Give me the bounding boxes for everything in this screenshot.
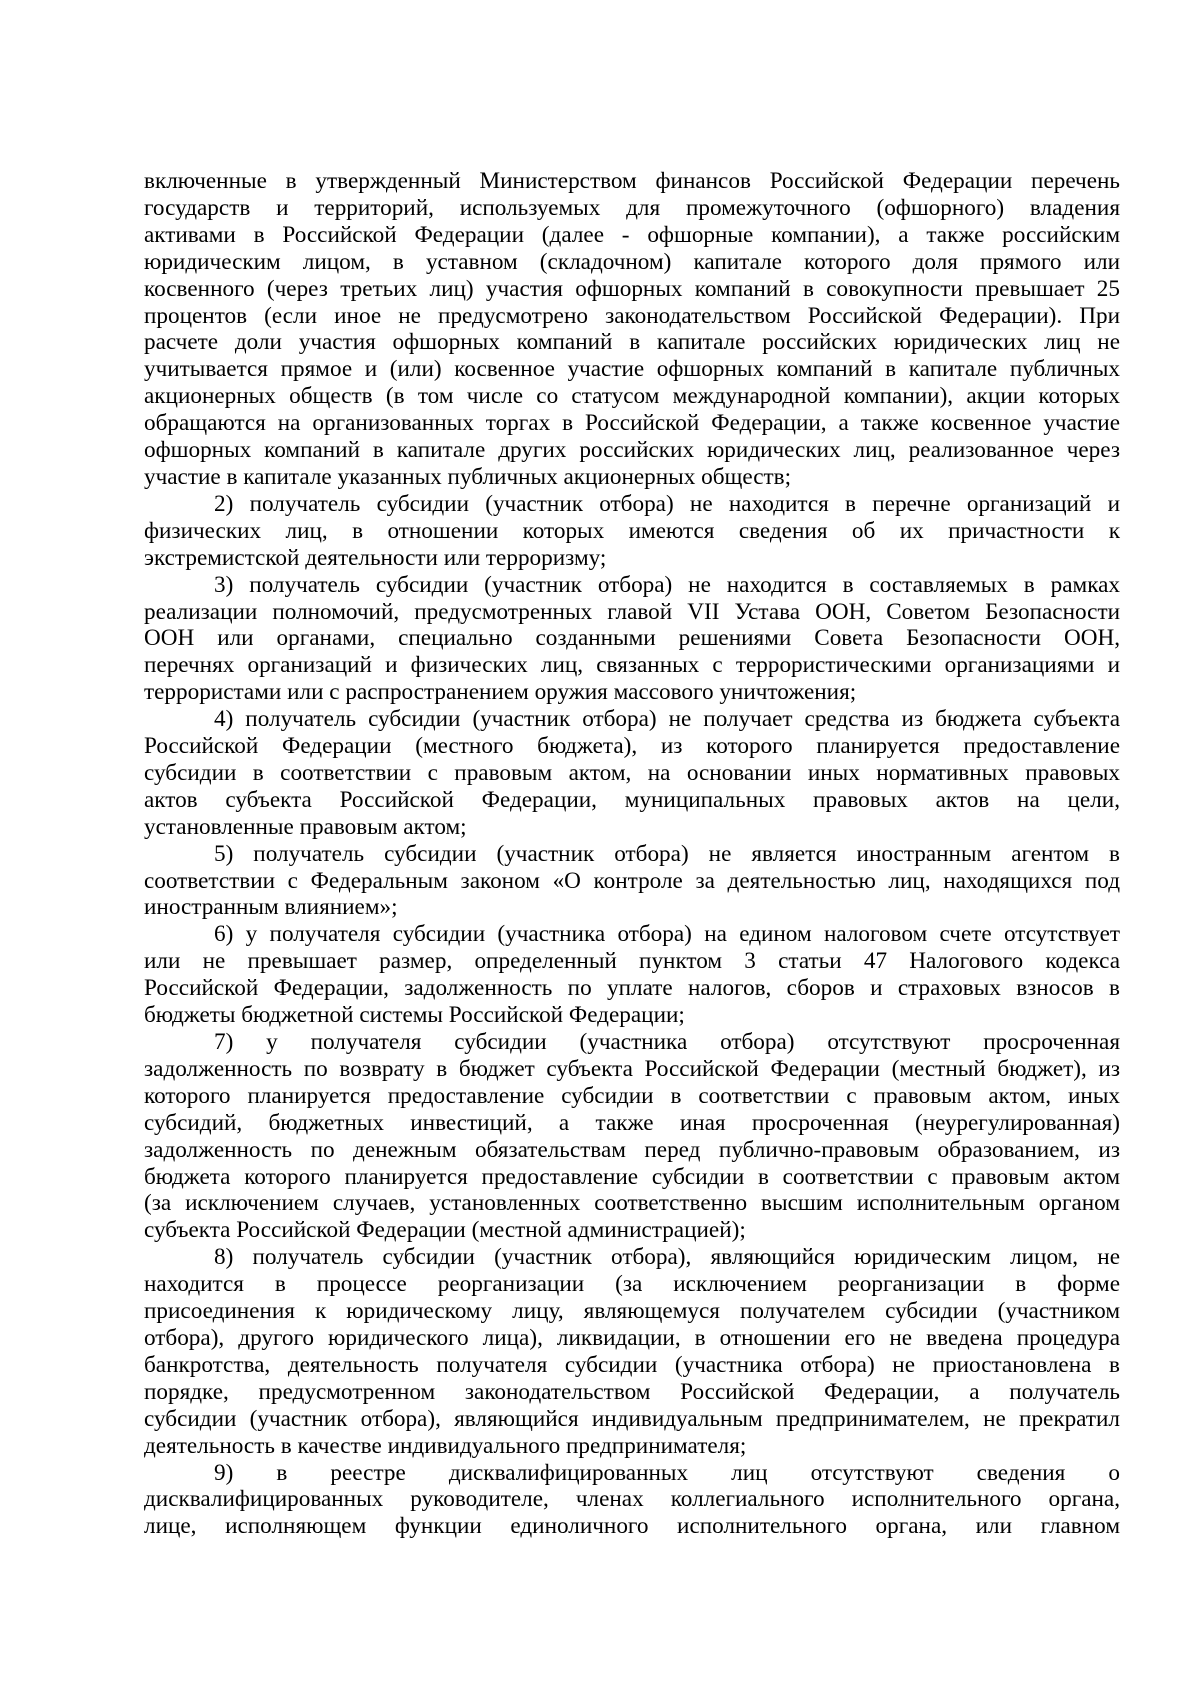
text-line: включенные в утвержденный Министерством финансов Российской Федерации перечень — [144, 168, 1120, 194]
paragraph — [144, 841, 1120, 922]
paragraph — [144, 1244, 1120, 1459]
text-line: соответствии с Федеральным законом «О контроле за деятельностью лиц, находящихся под — [144, 867, 1120, 894]
text-line: 9) в реестре дисквалифицированных лиц отсутствуют сведения о — [214, 1459, 1120, 1486]
text-line: активами в Российской Федерации (далее - офшорные компании), а также российским — [144, 221, 1120, 248]
text-line: субсидии (участник отбора), являющийся индивидуальным предпринимателем, не прекратил — [144, 1405, 1120, 1432]
text-line: установленные правовым актом; — [144, 813, 467, 840]
text-line: задолженность по денежным обязательствам перед публично-правовым образованием, из — [144, 1136, 1120, 1163]
text-line: акционерных обществ (в том числе со статусом международной компании), акции которых — [144, 383, 1120, 410]
text-line: субсидий, бюджетных инвестиций, а также иная просроченная (неурегулированная) — [144, 1109, 1120, 1136]
text-line: 8) получатель субсидии (участник отбора), являющийся юридическим лицом, не — [214, 1244, 1120, 1271]
paragraph — [144, 921, 1120, 1029]
text-line: субсидии в соответствии с правовым актом, на основании иных нормативных правовых — [144, 759, 1120, 786]
text-line: находится в процессе реорганизации (за исключением реорганизации в форме — [144, 1271, 1120, 1298]
text-line: 5) получатель субсидии (участник отбора) не является иностранным агентом в — [214, 840, 1120, 867]
text-line: порядке, предусмотренном законодательством Российской Федерации, а получатель — [144, 1378, 1120, 1405]
text-line: лице, исполняющем функции единоличного исполнительного органа, или главном — [144, 1513, 1120, 1540]
text-line: перечнях организаций и физических лиц, связанных с террористическими организациями и — [144, 652, 1120, 679]
text-line: Российской Федерации, задолженность по уплате налогов, сборов и страховых взносов в — [144, 975, 1120, 1002]
text-line: экстремистской деятельности или терроризму; — [144, 544, 607, 571]
document-body — [144, 168, 1120, 1540]
paragraph — [144, 1029, 1120, 1244]
text-line: офшорных компаний в капитале других российских юридических лиц, реализованное через — [144, 437, 1120, 464]
text-line: юридическим лицом, в уставном (складочном) капитале которого доля прямого или — [144, 248, 1120, 275]
text-line: реализации полномочий, предусмотренных главой VII Устава ООН, Советом Безопасности — [144, 598, 1120, 625]
text-line: субъекта Российской Федерации (местной администрацией); — [144, 1217, 746, 1244]
text-line: Российской Федерации (местного бюджета), из которого планируется предоставление — [144, 733, 1120, 760]
text-line: деятельность в качестве индивидуального предпринимателя; — [144, 1432, 747, 1459]
text-line: (за исключением случаев, установленных соответственно высшим исполнительным органом — [144, 1190, 1120, 1217]
text-line: которого планируется предоставление субсидии в соответствии с правовым актом, иных — [144, 1082, 1120, 1109]
text-line: 6) у получателя субсидии (участника отбора) на едином налоговом счете отсутствует — [214, 921, 1120, 948]
text-line: 3) получатель субсидии (участник отбора) не находится в составляемых в рамках — [214, 571, 1120, 598]
paragraph — [144, 706, 1120, 841]
text-line: 7) у получателя субсидии (участника отбора) отсутствуют просроченная — [214, 1029, 1120, 1055]
text-line: процентов (если иное не предусмотрено законодательством Российской Федерации). При — [144, 302, 1120, 329]
text-line: участие в капитале указанных публичных акционерных обществ; — [144, 463, 792, 490]
text-line: физических лиц, в отношении которых имеются сведения об их причастности к — [144, 517, 1120, 544]
paragraph — [144, 572, 1120, 707]
text-line: банкротства, деятельность получателя субсидии (участника отбора) не приостановлена в — [144, 1351, 1120, 1378]
text-line: 2) получатель субсидии (участник отбора) не находится в перечне организаций и — [214, 490, 1120, 517]
text-line: обращаются на организованных торгах в Российской Федерации, а также косвенное участие — [144, 410, 1120, 437]
text-line: или не превышает размер, определенный пунктом 3 статьи 47 Налогового кодекса — [144, 948, 1120, 975]
text-line: дисквалифицированных руководителе, членах коллегиального исполнительного органа, — [144, 1486, 1120, 1513]
text-line: бюджеты бюджетной системы Российской Федерации; — [144, 1002, 685, 1029]
text-line: бюджета которого планируется предоставление субсидии в соответствии с правовым актом — [144, 1163, 1120, 1190]
text-line: учитывается прямое и (или) косвенное участие офшорных компаний в капитале публичных — [144, 356, 1120, 383]
text-line: отбора), другого юридического лица), ликвидации, в отношении его не введена процедура — [144, 1324, 1120, 1351]
paragraph — [144, 1460, 1120, 1541]
paragraph — [144, 491, 1120, 572]
text-line: государств и территорий, используемых для промежуточного (офшорного) владения — [144, 194, 1120, 221]
text-line: присоединения к юридическому лицу, являющемуся получателем субсидии (участником — [144, 1298, 1120, 1325]
text-line: 4) получатель субсидии (участник отбора) не получает средства из бюджета субъекта — [214, 706, 1120, 733]
text-line: ООН или органами, специально созданными решениями Совета Безопасности ООН, — [144, 625, 1120, 652]
text-line: задолженность по возврату в бюджет субъекта Российской Федерации (местный бюджет), из — [144, 1055, 1120, 1082]
paragraph — [144, 168, 1120, 491]
text-line: иностранным влиянием»; — [144, 894, 398, 921]
text-line: актов субъекта Российской Федерации, муниципальных правовых актов на цели, — [144, 786, 1120, 813]
text-line: террористами или с распространением оружия массового уничтожения; — [144, 679, 857, 706]
text-line: косвенного (через третьих лиц) участия офшорных компаний в совокупности превышает 25 — [144, 275, 1120, 302]
text-line: расчете доли участия офшорных компаний в капитале российских юридических лиц не — [144, 329, 1120, 356]
